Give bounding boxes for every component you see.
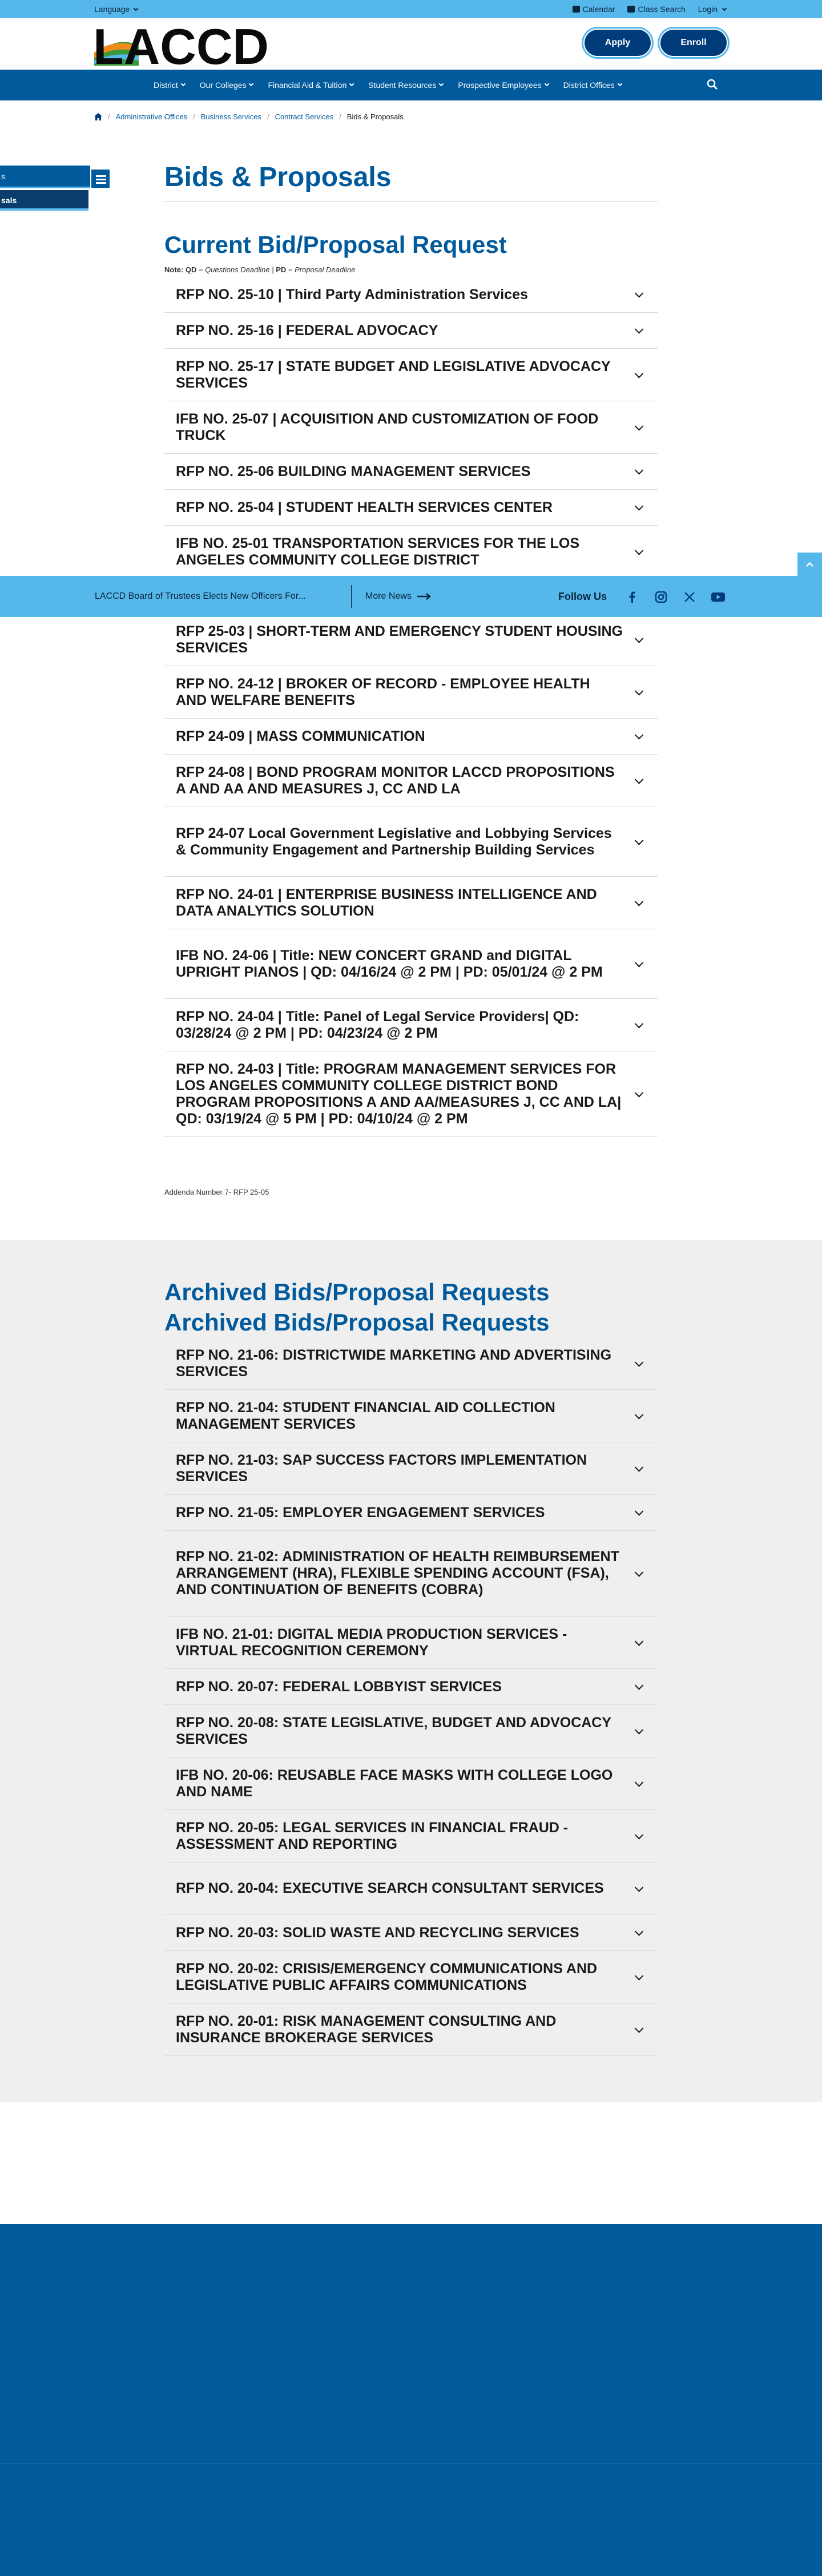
accordion-item[interactable]	[164, 401, 658, 454]
archive-section-title: Archived Bids/Proposal Requests	[164, 1279, 550, 1305]
accordion-title: RFP NO. 21-04: STUDENT FINANCIAL AID COLLECTION MANAGEMENT SERVICES	[176, 1399, 555, 1432]
chevron-down-icon	[635, 369, 644, 378]
accordion-item[interactable]	[164, 1495, 658, 1531]
accordion-item[interactable]	[164, 277, 658, 313]
accordion-item[interactable]	[164, 1390, 658, 1442]
calendar-icon	[573, 6, 580, 13]
breadcrumb-separator: /	[339, 112, 341, 121]
arrow-right-icon	[417, 593, 431, 600]
accordion-title: RFP 24-09 | MASS COMMUNICATION	[176, 728, 425, 744]
chevron-down-icon	[635, 1726, 644, 1735]
accordion-item[interactable]	[164, 313, 658, 349]
accordion-title: RFP NO. 24-12 | BROKER OF RECORD - EMPLOYEE HEALTH AND WELFARE BENEFITS	[176, 675, 590, 708]
current-section-title: Current Bid/Proposal Request	[164, 231, 507, 258]
chevron-down-icon	[349, 82, 354, 86]
chevron-down-icon	[635, 1972, 644, 1981]
accordion-title: IFB NO. 24-06 | Title: NEW CONCERT GRAND and DIGITAL UPRIGHT PIANOS | QD: 04/16/24 @ 2 PM | PD: 05/01/24 @ 2 PM	[176, 947, 603, 980]
accordion-title: IFB NO. 25-07 | ACQUISITION AND CUSTOMIZATION OF FOOD TRUCK	[176, 410, 599, 444]
accordion-item[interactable]	[164, 807, 658, 877]
utility-bar	[0, 0, 822, 18]
chevron-down-icon	[439, 82, 444, 86]
current-bids-list	[164, 277, 658, 1137]
breadcrumb	[94, 112, 404, 121]
note-qd-text: = Questions Deadline |	[196, 265, 276, 274]
accordion-title: RFP NO. 20-01: RISK MANAGEMENT CONSULTING AND INSURANCE BROKERAGE SERVICES	[176, 2013, 557, 2046]
chevron-up-icon	[797, 553, 822, 577]
calendar-label: Calendar	[582, 5, 615, 14]
chevron-down-icon	[544, 82, 549, 86]
accordion-item[interactable]	[164, 1442, 658, 1495]
chevron-down-icon	[635, 1883, 644, 1892]
facebook-icon[interactable]	[627, 591, 638, 603]
more-news-label: More News	[365, 591, 412, 601]
breadcrumb-separator: /	[267, 112, 269, 121]
chevron-down-icon	[635, 1019, 644, 1029]
laccd-logo[interactable]	[93, 23, 295, 68]
calendar-link[interactable]	[573, 5, 615, 14]
accordion-item[interactable]	[164, 1810, 658, 1863]
chevron-down-icon	[635, 634, 644, 643]
nav-item-financial-aid[interactable]	[260, 80, 361, 90]
side-navigation	[0, 166, 111, 217]
breadcrumb-separator: /	[193, 112, 195, 121]
chevron-down-icon	[635, 1927, 644, 1936]
divider	[351, 585, 352, 608]
accordion-title: RFP NO. 20-05: LEGAL SERVICES IN FINANCIAL FRAUD - ASSESSMENT AND REPORTING	[176, 1819, 569, 1852]
accordion-item[interactable]	[164, 614, 658, 666]
chevron-down-icon	[617, 82, 622, 86]
accordion-item[interactable]	[164, 1337, 658, 1390]
breadcrumb-item[interactable]: Administrative Offices	[115, 112, 188, 121]
accordion-item[interactable]	[164, 877, 658, 929]
accordion-item[interactable]	[164, 755, 658, 807]
chevron-down-icon	[635, 1410, 644, 1420]
nav-label: Our Colleges	[199, 80, 247, 90]
accordion-item[interactable]	[164, 1051, 658, 1137]
nav-label: District Offices	[563, 80, 615, 90]
accordion-title: RFP NO. 24-04 | Title: Panel of Legal Service Providers| QD: 03/28/24 @ 2 PM | PD: 04/23/24 @ 2 PM	[176, 1008, 579, 1041]
chevron-down-icon	[635, 1089, 644, 1098]
chevron-down-icon	[635, 466, 644, 475]
enroll-button[interactable]: Enroll	[659, 29, 728, 57]
chevron-down-icon	[635, 687, 644, 696]
accordion-title: RFP NO. 25-16 | FEDERAL ADVOCACY	[176, 322, 438, 338]
accordion-title: RFP 24-07 Local Government Legislative and Lobbying Services & Community Engagement and Partnership Building Services	[176, 825, 612, 858]
nav-item-district-offices[interactable]	[556, 80, 629, 90]
chevron-down-icon	[249, 82, 253, 86]
chevron-down-icon	[635, 1463, 644, 1472]
more-news-link[interactable]	[365, 591, 431, 602]
accordion-item[interactable]	[164, 526, 658, 578]
accordion-title: RFP NO. 21-03: SAP SUCCESS FACTORS IMPLEMENTATION SERVICES	[176, 1452, 587, 1485]
note-pd: PD	[276, 265, 287, 274]
side-nav-current[interactable]: sals	[0, 190, 88, 211]
nav-item-student-resources[interactable]	[361, 80, 450, 90]
chevron-down-icon	[635, 1637, 644, 1646]
x-icon[interactable]	[684, 591, 695, 603]
nav-label: Prospective Employees	[458, 80, 542, 90]
accordion-item[interactable]	[164, 929, 658, 999]
search-icon	[627, 6, 635, 13]
accordion-item[interactable]	[164, 1757, 658, 1810]
nav-item-prospective-employees[interactable]	[450, 80, 555, 90]
class-search-label: Class Search	[638, 5, 686, 14]
apply-button[interactable]: Apply	[583, 29, 652, 57]
accordion-item[interactable]	[164, 349, 658, 401]
chevron-down-icon	[722, 6, 727, 10]
accordion-title: IFB NO. 25-01 TRANSPORTATION SERVICES FOR THE LOS ANGELES COMMUNITY COLLEGE DISTRICT	[176, 535, 580, 568]
chevron-down-icon	[635, 502, 644, 511]
chevron-down-icon	[635, 1568, 644, 1577]
archive-section-title: Archived Bids/Proposal Requests	[164, 1309, 550, 1336]
note-label: Note:	[164, 265, 184, 274]
addenda-link[interactable]: Addenda Number 7- RFP 25-05	[164, 1188, 269, 1196]
accordion-item[interactable]	[164, 999, 658, 1051]
news-bar	[0, 576, 822, 617]
side-nav-parent[interactable]: s	[0, 166, 90, 188]
deadline-note	[164, 265, 355, 274]
search-icon[interactable]	[707, 79, 718, 90]
follow-us-label: Follow Us	[558, 591, 607, 602]
accordion-title: RFP 25-03 | SHORT-TERM AND EMERGENCY STUDENT HOUSING SERVICES	[176, 623, 623, 656]
accordion-item[interactable]	[164, 1863, 658, 1915]
nav-label: Student Resources	[368, 80, 437, 90]
home-icon[interactable]	[94, 113, 102, 120]
breadcrumb-current: Bids & Proposals	[346, 112, 404, 121]
accordion-item[interactable]	[164, 1616, 658, 1669]
accordion-title: RFP NO. 20-08: STATE LEGISLATIVE, BUDGET AND ADVOCACY SERVICES	[176, 1714, 611, 1747]
chevron-down-icon	[635, 897, 644, 906]
accordion-title: RFP NO. 21-06: DISTRICTWIDE MARKETING AND ADVERTISING SERVICES	[176, 1347, 612, 1380]
chevron-down-icon	[635, 1507, 644, 1516]
class-search-link[interactable]	[627, 5, 685, 14]
chevron-down-icon	[635, 325, 644, 334]
logo-text: LACCD	[93, 23, 269, 68]
accordion-title: IFB NO. 21-01: DIGITAL MEDIA PRODUCTION SERVICES - VIRTUAL RECOGNITION CEREMONY	[176, 1626, 567, 1659]
chevron-down-icon	[635, 1778, 644, 1787]
chevron-down-icon	[635, 289, 644, 298]
nav-label: Financial Aid & Tuition	[268, 80, 347, 90]
accordion-title: RFP NO. 20-07: FEDERAL LOBBYIST SERVICES	[176, 1678, 502, 1695]
menu-icon[interactable]	[90, 168, 111, 189]
accordion-item[interactable]	[164, 454, 658, 490]
nav-label: District	[154, 80, 178, 90]
accordion-title: RFP NO. 21-02: ADMINISTRATION OF HEALTH REIMBURSEMENT ARRANGEMENT (HRA), FLEXIBLE SPENDING ACCOUNT (FSA), AND CONTINUATION OF BENEFITS (COBRA)	[176, 1549, 619, 1598]
language-label: Language	[94, 5, 130, 14]
accordion-item[interactable]	[164, 719, 658, 755]
accordion-item[interactable]	[164, 490, 658, 526]
accordion-item[interactable]	[164, 1951, 658, 2003]
youtube-icon[interactable]	[711, 591, 725, 603]
footer-bottom	[0, 2464, 822, 2576]
accordion-title: RFP NO. 20-04: EXECUTIVE SEARCH CONSULTANT SERVICES	[176, 1880, 604, 1896]
accordion-item[interactable]	[164, 2003, 658, 2056]
chevron-down-icon	[635, 1358, 644, 1367]
accordion-title: RFP NO. 25-17 | STATE BUDGET AND LEGISLATIVE ADVOCACY SERVICES	[176, 358, 611, 391]
nav-item-district[interactable]	[146, 80, 192, 90]
accordion-title: RFP NO. 25-04 | STUDENT HEALTH SERVICES CENTER	[176, 499, 553, 515]
archived-bids-list	[164, 1337, 658, 2056]
chevron-down-icon	[635, 836, 644, 845]
accordion-title: RFP NO. 20-02: CRISIS/EMERGENCY COMMUNICATIONS AND LEGISLATIVE PUBLIC AFFAIRS COMMUNICATIONS	[176, 1960, 598, 1993]
breadcrumb-item[interactable]: Business Services	[200, 112, 261, 121]
login-link[interactable]	[698, 5, 726, 14]
chevron-down-icon	[635, 422, 644, 431]
chevron-down-icon	[635, 1681, 644, 1690]
note-pd-text: = Proposal Deadline	[286, 265, 356, 274]
chevron-down-icon	[635, 731, 644, 740]
footer	[0, 2224, 822, 2464]
breadcrumb-item[interactable]: Contract Services	[275, 112, 334, 121]
accordion-title: RFP NO. 24-03 | Title: PROGRAM MANAGEMENT SERVICES FOR LOS ANGELES COMMUNITY COLLEGE DISTRICT BOND PROGRAM PROPOSITIONS A AND AA/MEASURES J, CC AND LA| QD: 03/19/24 @ 5 PM | PD: 04/10/24 @ 2 PM	[176, 1061, 622, 1127]
accordion-title: RFP NO. 24-01 | ENTERPRISE BUSINESS INTELLIGENCE AND DATA ANALYTICS SOLUTION	[176, 886, 597, 919]
chevron-down-icon	[635, 1831, 644, 1840]
nav-item-our-colleges[interactable]	[192, 80, 261, 90]
accordion-title: RFP 24-08 | BOND PROGRAM MONITOR LACCD PROPOSITIONS A AND AA AND MEASURES J, CC AND LA	[176, 764, 615, 797]
accordion-title: IFB NO. 20-06: REUSABLE FACE MASKS WITH COLLEGE LOGO AND NAME	[176, 1767, 613, 1800]
breadcrumb-separator: /	[108, 112, 110, 121]
instagram-icon[interactable]	[655, 591, 667, 603]
page-title: Bids & Proposals	[164, 162, 392, 192]
accordion-item[interactable]	[164, 1669, 658, 1705]
chevron-down-icon	[635, 958, 644, 967]
accordion-item[interactable]	[164, 1531, 658, 1616]
chevron-down-icon	[635, 546, 644, 555]
accordion-title: RFP NO. 25-10 | Third Party Administration Services	[176, 286, 528, 303]
note-qd: QD	[185, 265, 197, 274]
accordion-title: RFP NO. 21-05: EMPLOYER ENGAGEMENT SERVICES	[176, 1504, 545, 1521]
language-selector[interactable]	[94, 5, 138, 14]
chevron-down-icon	[635, 775, 644, 784]
chevron-down-icon	[181, 82, 186, 86]
chevron-down-icon	[635, 2024, 644, 2033]
accordion-item[interactable]	[164, 1705, 658, 1757]
accordion-title: RFP NO. 20-03: SOLID WASTE AND RECYCLING SERVICES	[176, 1924, 579, 1941]
news-headline-link[interactable]: LACCD Board of Trustees Elects New Officers For...	[95, 591, 306, 601]
accordion-item[interactable]	[164, 666, 658, 719]
chevron-down-icon	[134, 6, 138, 10]
scroll-to-top-button[interactable]	[797, 553, 822, 577]
accordion-item[interactable]	[164, 1915, 658, 1951]
main-nav	[0, 70, 822, 100]
site-header	[0, 18, 822, 70]
accordion-title: RFP NO. 25-06 BUILDING MANAGEMENT SERVICES	[176, 463, 531, 479]
login-label: Login	[698, 5, 718, 14]
